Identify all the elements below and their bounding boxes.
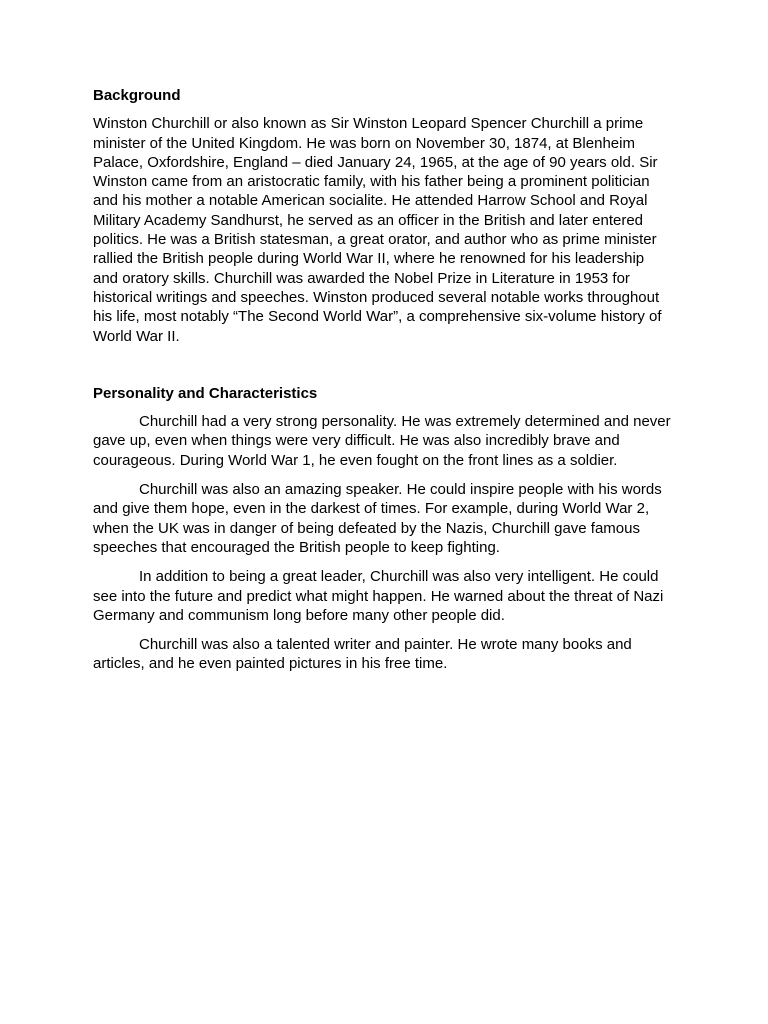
personality-paragraph: Churchill had a very strong personality. He was extremely determined and never gave up, even when things were very difficult. He was also incredibly brave and courageous. During World War 1, he even fought on the front lines as a soldier. [93, 413, 671, 469]
background-heading: Background [93, 87, 181, 104]
personality-heading: Personality and Characteristics [93, 384, 318, 402]
section-spacer [93, 356, 673, 384]
personality-paragraph: Churchill was also a talented writer and painter. He wrote many books and articles, and he even painted pictures in his free time. [93, 636, 632, 673]
background-paragraph: Winston Churchill or also known as Sir Winston Leopard Spencer Churchill a prime minister of the United Kingdom. He was born on November 30, 1874, at Blenheim Palace, Oxfordshire, England – died January 24, 1965, at the age of 90 years old. Sir Winston came from an aristocratic family, with his father being a prominent politician and his mother a notable American socialite. He attended Harrow School and Royal Military Academy Sandhurst, he served as an officer in the British and later entered politics. He was a British statesman, a great orator, and author who as prime minister rallied the British people during World War II, where he renowned for his leadership and oratory skills. Churchill was awarded the Nobel Prize in Literature in 1953 for historical writings and speeches. Winston produced several notable works throughout his life, most notably “The Second World War”, a comprehensive six-volume history of World War II. [93, 115, 662, 345]
personality-paragraph: In addition to being a great leader, Churchill was also very intelligent. He could see into the future and predict what might happen. He warned about the threat of Nazi Germany and communism long before many other people did. [93, 568, 664, 624]
document-page [93, 86, 673, 684]
personality-paragraph: Churchill was also an amazing speaker. He could inspire people with his words and give them hope, even in the darkest of times. For example, during World War 2, when the UK was in danger of being defeated by the Nazis, Churchill gave famous speeches that encouraged the British people to keep fighting. [93, 481, 662, 556]
